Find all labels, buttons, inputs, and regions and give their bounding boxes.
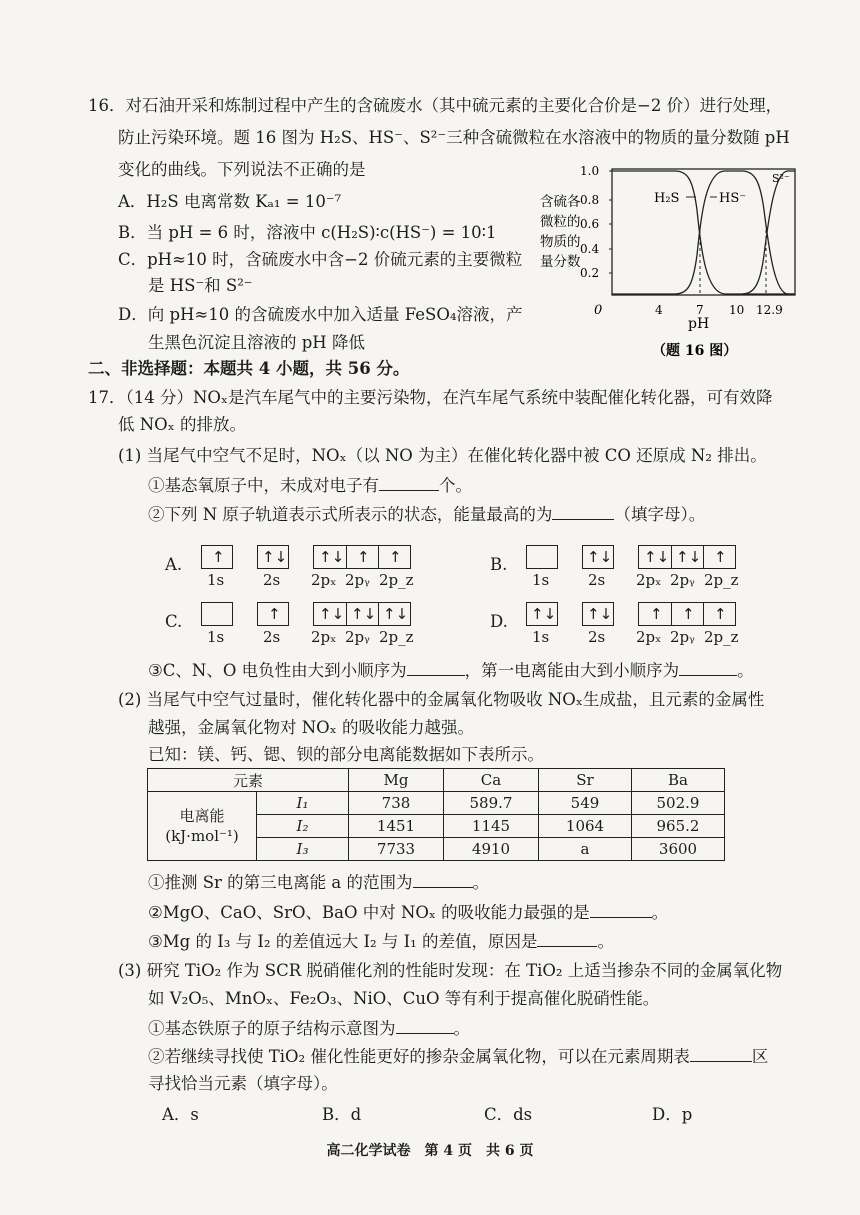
- orbital-option-letter: A.: [165, 555, 183, 574]
- answer-blank[interactable]: [690, 1045, 752, 1062]
- q17-2-3: [148, 930, 614, 953]
- orbital-label: 2pᵧ: [670, 571, 695, 589]
- figure-ytick-0.2: 0.2: [580, 266, 600, 280]
- answer-blank[interactable]: [407, 659, 465, 676]
- electron-arrow: ↑↓: [351, 605, 377, 623]
- figure-ytick-0.6: 0.6: [580, 217, 600, 231]
- table-col-sr: Sr: [539, 769, 632, 792]
- electron-arrow: ↑↓: [531, 605, 557, 623]
- table-cell: 738: [349, 792, 444, 815]
- electron-arrow: ↑↓: [587, 605, 613, 623]
- electron-arrow: ↑: [714, 605, 727, 623]
- orbital-label: 2s: [588, 571, 606, 589]
- q17-3-1-tail: 。: [453, 1019, 470, 1038]
- answer-blank[interactable]: [552, 503, 614, 520]
- answer-blank[interactable]: [537, 930, 597, 947]
- q17-3-2-line2: 寻找恰当元素（填字母）。: [148, 1074, 338, 1093]
- q17-2-1-tail: 。: [472, 873, 490, 892]
- q17-1-3-text: ③C、N、O 电负性由大到小顺序为: [148, 661, 407, 680]
- orbital-label: 2p_z: [704, 628, 739, 646]
- q16-option-a: A．H₂S 电离常数 Kₐ₁ = 10⁻⁷: [118, 192, 342, 211]
- q17-part3-line2: 如 V₂O₅、MnOₓ、Fe₂O₃、NiO、CuO 等有利于提高催化脱硝性能。: [148, 989, 660, 1008]
- orbital-label: 2p_z: [379, 571, 414, 589]
- q17-2-3-tail: 。: [597, 932, 614, 951]
- orbital-option-letter: B.: [490, 555, 508, 574]
- orbital-label: 2p_z: [379, 628, 414, 646]
- electron-arrow: ↑↓: [587, 548, 613, 566]
- orbital-box-2p: [638, 545, 736, 569]
- table-cell: 7733: [349, 838, 444, 861]
- q17-1-3: [148, 659, 754, 682]
- electron-arrow: ↑↓: [319, 605, 345, 623]
- figure-xtick-7: 7: [696, 303, 704, 317]
- q17-3-1: [148, 1017, 470, 1040]
- orbital-cell: [314, 603, 347, 625]
- q16-line1: 16．对石油开采和炼制过程中产生的含硫废水（其中硫元素的主要化合价是−2 价）进行处理，: [88, 96, 783, 115]
- figure-xlabel: pH: [688, 316, 710, 332]
- q17-1-2: [148, 503, 705, 526]
- table-cell: 502.9: [632, 792, 725, 815]
- orbital-cell: [639, 546, 672, 568]
- q17-1-2-text: ②下列 N 原子轨道表示式所表示的状态，能量最高的为: [148, 505, 553, 524]
- q17-2-2: [148, 901, 668, 924]
- orbital-box-1s: [526, 602, 558, 626]
- orbital-label: 1s: [532, 571, 550, 589]
- orbital-box-2s: [582, 545, 614, 569]
- orbital-cell: [703, 603, 735, 625]
- orbital-box-1s: [201, 602, 233, 626]
- orbital-cell: [314, 546, 347, 568]
- table-cell: 1064: [539, 815, 632, 838]
- figure-ylabel-3: 物质的: [540, 234, 581, 250]
- q17-1-2-tail: （填字母）。: [614, 505, 706, 524]
- orbital-label: 1s: [532, 628, 550, 646]
- figure-xtick-12.9: 12.9: [756, 303, 783, 317]
- orbital-diagram-a: [165, 545, 415, 595]
- q17-1-3-tail: 。: [737, 661, 754, 680]
- table-row-label: I₃: [257, 838, 349, 861]
- orbital-box-2s: [257, 545, 289, 569]
- orbital-cell: [378, 546, 410, 568]
- figure-ytick-0.8: 0.8: [580, 193, 600, 207]
- q17-1-1: [148, 474, 472, 497]
- table-cell: 965.2: [632, 815, 725, 838]
- orbital-label: 1s: [207, 571, 225, 589]
- orbital-box-1s: [526, 545, 558, 569]
- q16-line3: 变化的曲线。下列说法不正确的是: [118, 160, 366, 179]
- orbital-cell: [671, 546, 704, 568]
- figure-ylabel-1: 含硫各: [540, 194, 581, 210]
- q17-intro-line2: 低 NOₓ 的排放。: [118, 415, 246, 434]
- q17-2-1: [148, 871, 489, 894]
- orbital-cell: [346, 603, 379, 625]
- orbital-label: 2p_z: [704, 571, 739, 589]
- figure-origin: 0: [594, 303, 603, 318]
- figure-ytick-0.4: 0.4: [580, 242, 600, 256]
- orbital-label: 2pᵧ: [345, 571, 370, 589]
- answer-blank[interactable]: [413, 871, 473, 888]
- answer-blank[interactable]: [379, 474, 439, 491]
- orbital-option-letter: C.: [165, 612, 183, 631]
- q17-1-1-text: ①基态氧原子中，未成对电子有: [148, 476, 379, 495]
- orbital-label: 1s: [207, 628, 225, 646]
- q17-part3-line1: (3) 研究 TiO₂ 作为 SCR 脱硝催化剂的性能时发现：在 TiO₂ 上适当掺杂不同的金属氧化物: [118, 961, 783, 980]
- orbital-label: 2pₓ: [311, 628, 337, 646]
- section-2-heading: 二、非选择题：本题共 4 小题，共 56 分。: [88, 359, 410, 378]
- table-row: [148, 792, 725, 815]
- q17-2-2-text: ②MgO、CaO、SrO、BaO 中对 NOₓ 的吸收能力最强的是: [148, 903, 590, 922]
- table-cell: 1145: [444, 815, 539, 838]
- table-col-ca: Ca: [444, 769, 539, 792]
- choice-c: C．ds: [484, 1105, 533, 1124]
- orbital-label: 2pₓ: [636, 571, 662, 589]
- orbital-label: 2pₓ: [636, 628, 662, 646]
- figure-ytick-1.0: 1.0: [580, 164, 600, 178]
- table-cell: 3600: [632, 838, 725, 861]
- q16-option-d-line1: D．向 pH≈10 的含硫废水中加入适量 FeSO₄溶液，产: [118, 305, 523, 324]
- electron-arrow: ↑: [714, 548, 727, 566]
- table-col-mg: Mg: [349, 769, 444, 792]
- figure-xtick-4: 4: [655, 303, 663, 317]
- answer-blank[interactable]: [679, 659, 737, 676]
- q17-2-2-tail: 。: [651, 903, 669, 922]
- ionization-table: [147, 768, 725, 861]
- q17-2-3-text: ③Mg 的 I₃ 与 I₂ 的差值远大 I₂ 与 I₁ 的差值，原因是: [148, 932, 538, 951]
- electron-arrow: ↑↓: [644, 548, 670, 566]
- choice-a: A．s: [162, 1105, 199, 1124]
- electron-arrow: ↑↓: [319, 548, 345, 566]
- q17-part2-line3: 已知：镁、钙、锶、钡的部分电离能数据如下表所示。: [148, 745, 544, 764]
- orbital-box-2p: [638, 602, 736, 626]
- answer-blank[interactable]: [590, 901, 652, 918]
- orbital-cell: [378, 603, 410, 625]
- electron-arrow: ↑↓: [383, 605, 409, 623]
- orbital-box-1s: [201, 545, 233, 569]
- orbital-box-2s: [582, 602, 614, 626]
- q17-1-3-mid: ，第一电离能由大到小顺序为: [464, 661, 680, 680]
- electron-arrow: ↑↓: [262, 548, 288, 566]
- q16-option-b: B．当 pH = 6 时，溶液中 c(H₂S)∶c(HS⁻) = 10∶1: [118, 223, 497, 242]
- curve-s2: [742, 171, 795, 294]
- q16-option-d-line2: 生黑色沉淀且溶液的 pH 降低: [148, 333, 365, 352]
- orbital-label: 2s: [263, 571, 281, 589]
- q17-3-2-text: ②若继续寻找使 TiO₂ 催化性能更好的掺杂金属氧化物，可以在元素周期表: [148, 1047, 690, 1066]
- table-rowhead-1: 电离能: [179, 807, 225, 825]
- table-cell: a: [539, 838, 632, 861]
- orbital-label: 2pᵧ: [670, 628, 695, 646]
- table-cell: 549: [539, 792, 632, 815]
- table-cell: 4910: [444, 838, 539, 861]
- table-col-ba: Ba: [632, 769, 725, 792]
- q16-line2: 防止污染环境。题 16 图为 H₂S、HS⁻、S²⁻三种含硫微粒在水溶液中的物质的量分数随 pH: [118, 128, 790, 147]
- q17-part1: (1) 当尾气中空气不足时，NOₓ（以 NO 为主）在催化转化器中被 CO 还原成 N₂ 排出。: [118, 446, 767, 465]
- table-cell: 589.7: [444, 792, 539, 815]
- q17-3-2: [148, 1045, 768, 1068]
- orbital-cell: [346, 546, 379, 568]
- orbital-option-letter: D.: [490, 612, 508, 631]
- choice-b: B．d: [322, 1105, 362, 1124]
- orbital-box-2s: [257, 602, 289, 626]
- electron-arrow: ↑: [682, 605, 695, 623]
- q17-3-2-tail: 区: [751, 1047, 769, 1066]
- orbital-diagram-d: [490, 602, 740, 652]
- electron-arrow: ↑: [357, 548, 370, 566]
- label-hs: HS⁻: [719, 191, 747, 206]
- orbital-label: 2s: [588, 628, 606, 646]
- q16-figure: [530, 160, 810, 360]
- table-rowhead: [148, 792, 257, 861]
- orbital-box-2p: [313, 545, 411, 569]
- choice-d: D．p: [652, 1105, 693, 1124]
- electron-arrow: ↑↓: [676, 548, 702, 566]
- q17-intro-line1: 17．（14 分）NOₓ是汽车尾气中的主要污染物，在汽车尾气系统中装配催化转化器，可有效降: [88, 388, 773, 407]
- answer-blank[interactable]: [396, 1017, 454, 1034]
- electron-arrow: ↑: [389, 548, 402, 566]
- orbital-cell: [671, 603, 704, 625]
- table-rowhead-2: (kJ·mol⁻¹): [165, 827, 239, 845]
- orbital-diagram-c: [165, 602, 415, 652]
- q16-option-c-line1: C．pH≈10 时，含硫废水中含−2 价硫元素的主要微粒: [118, 250, 523, 269]
- orbital-box-2p: [313, 602, 411, 626]
- label-h2s: H₂S: [654, 191, 680, 206]
- q17-2-1-text: ①推测 Sr 的第三电离能 a 的范围为: [148, 873, 413, 892]
- electron-arrow: ↑: [212, 548, 225, 566]
- q17-3-1-text: ①基态铁原子的原子结构示意图为: [148, 1019, 396, 1038]
- orbital-diagram-b: [490, 545, 740, 595]
- orbital-cell: [703, 546, 735, 568]
- table-corner: 元素: [148, 769, 349, 792]
- q17-1-1-tail: 个。: [439, 476, 472, 495]
- figure-ylabel-4: 量分数: [540, 254, 581, 270]
- q16-option-c-line2: 是 HS⁻和 S²⁻: [148, 276, 253, 295]
- table-header-row: [148, 769, 725, 792]
- q17-part2-line2: 越强，金属氧化物对 NOₓ 的吸收能力越强。: [148, 718, 474, 737]
- orbital-cell: [639, 603, 672, 625]
- orbital-label: 2pᵧ: [345, 628, 370, 646]
- orbital-label: 2pₓ: [311, 571, 337, 589]
- table-row-label: I₁: [257, 792, 349, 815]
- q17-part2-line1: (2) 当尾气中空气过量时，催化转化器中的金属氧化物吸收 NOₓ生成盐，且元素的金属性: [118, 690, 765, 709]
- label-s2: S²⁻: [772, 172, 790, 185]
- table-row-label: I₂: [257, 815, 349, 838]
- figure-ylabel-2: 微粒的: [540, 214, 581, 230]
- figure-xtick-10: 10: [729, 303, 745, 317]
- electron-arrow: ↑: [268, 605, 281, 623]
- orbital-label: 2s: [263, 628, 281, 646]
- figure-caption: （题 16 图）: [652, 343, 738, 359]
- table-cell: 1451: [349, 815, 444, 838]
- electron-arrow: ↑: [650, 605, 663, 623]
- page-footer: 高二化学试卷 第 4 页 共 6 页: [326, 1143, 534, 1159]
